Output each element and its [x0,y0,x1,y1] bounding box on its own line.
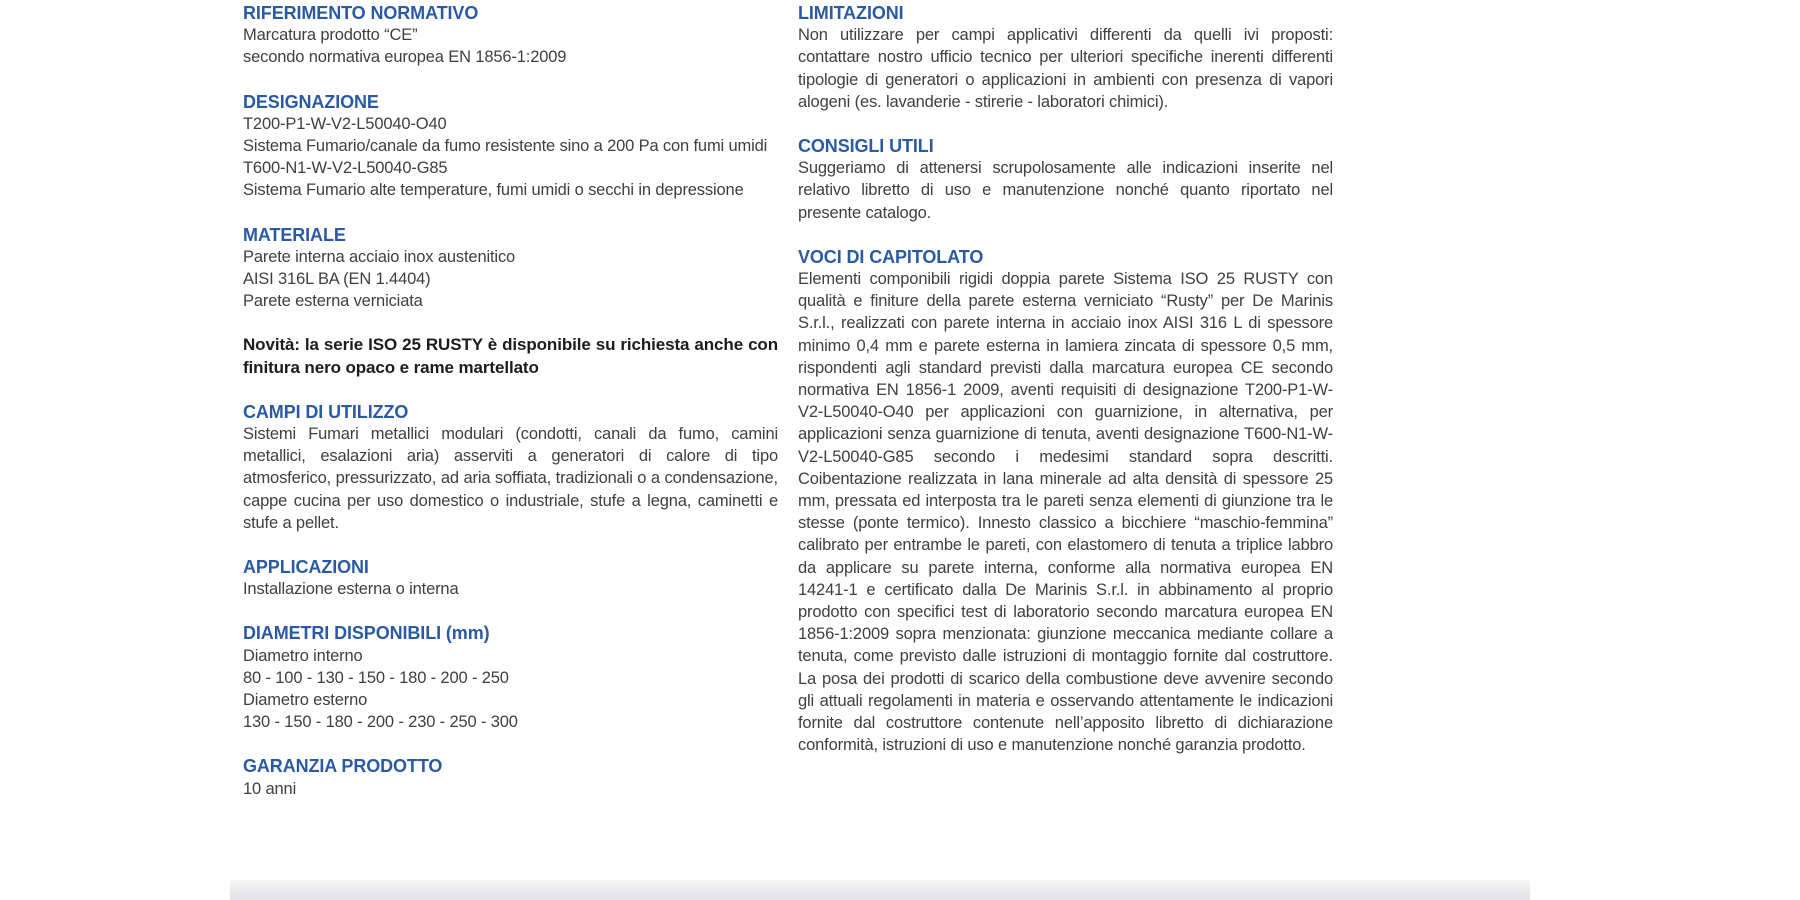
section-novita-note [243,334,778,378]
text-line: 130 - 150 - 180 - 200 - 230 - 250 - 300 [243,713,518,732]
paragraph-voci-di-capitolato: Elementi componibili rigidi doppia parete Sistema ISO 25 RUSTY con qualità e finiture della parete esterna verniciato “Rusty” per De Marinis S.r.l., realizzati con parete interna in acciaio inox AISI 316 L di spessore minimo 0,4 mm e parete esterna in lamiera zincata di spessore 0,5 mm, rispondenti agli standard previsti dalla marcatura europea CE secondo normativa EN 1856-1 2009, aventi requisiti di designazione T200-P1-W-V2-L50040-O40 per applicazioni con guarnizione, in alternativa, per applicazioni senza guarnizione di tenuta, aventi designazione T600-N1-W-V2-L50040-G85 secondo i medesimi standard sopra descritti. Coibentazione realizzata in lana minerale ad alta densità di spessore 25 mm, pressata ed interposta tra le pareti senza elementi di giunzione tra le stesse (ponte termico). Innesto classico a bicchiere “maschio-femmina” calibrato per entrambe le pareti, con elastomero di tenuta a triplice labbro da applicare su parete interna, conforme alla normativa europea EN 14241-1 e certificato dalla De Marinis S.r.l. in abbinamento al proprio prodotto con specifici test di laboratorio secondo marcatura europea EN 1856-1:2009 sopra menzionata: giunzione meccanica mediante collare a tenuta, come previsto dalle istruzioni di montaggio fornite dal costruttore. La posa dei prodotti di scarico della combustione deve avvenire secondo gli attuali regolamenti in materia e osservando attentamente le indicazioni fornite dal costruttore contenute nell’apposito libretto di dichiarazione conformità, istruzioni di uso e manutenzione nonché garanzia prodotto. [798,270,1333,755]
text-line: Sistema Fumario/canale da fumo resistente sino a 200 Pa con fumi umidi [243,137,768,156]
page-bottom-edge-shadow [230,880,1530,900]
paragraph-consigli-utili: Suggeriamo di attenersi scrupolosamente alle indicazioni inserite nel relativo libretto di uso e manutenzione nonché quanto riportato nel presente catalogo. [798,159,1333,222]
section-heading-applicazioni: APPLICAZIONI [243,557,369,578]
section-applicazioni [243,556,778,600]
text-line: Diametro interno [243,646,363,665]
text-line: secondo normativa europea EN 1856-1:2009 [243,48,567,67]
text-line: T600-N1-W-V2-L50040-G85 [243,159,448,178]
section-heading-designazione: DESIGNAZIONE [243,91,379,112]
text-line: Parete interna acciaio inox austenitico [243,247,516,266]
right-text-column [798,2,1333,779]
left-text-column [243,2,778,822]
text-line: Marcatura prodotto “CE” [243,26,418,45]
text-line: 80 - 100 - 130 - 150 - 180 - 200 - 250 [243,668,509,687]
section-heading-garanzia-prodotto: GARANZIA PRODOTTO [243,756,443,777]
section-riferimento-normativo [243,2,778,69]
text-line: AISI 316L BA (EN 1.4404) [243,270,431,289]
section-heading-riferimento-normativo: RIFERIMENTO NORMATIVO [243,3,479,23]
section-heading-limitazioni: LIMITAZIONI [798,3,904,23]
novita-bold-note: Novità: la serie ISO 25 RUSTY è disponibile su richiesta anche con finitura nero opaco e rame martellato [243,335,778,377]
section-designazione [243,91,778,202]
section-diametri-disponibili [243,622,778,733]
section-heading-materiale: MATERIALE [243,224,346,245]
section-heading-consigli-utili: CONSIGLI UTILI [798,136,934,157]
section-heading-diametri-disponibili: DIAMETRI DISPONIBILI (mm) [243,623,490,644]
section-heading-voci-di-capitolato: VOCI DI CAPITOLATO [798,246,984,267]
text-line: Diametro esterno [243,691,368,710]
text-line: Sistema Fumario alte temperature, fumi umidi o secchi in depressione [243,181,744,200]
text-line: T200-P1-W-V2-L50040-O40 [243,114,447,133]
paragraph-campi-di-utilizzo: Sistemi Fumari metallici modulari (condotti, canali da fumo, camini metallici, esalazioni aria) asserviti a generatori di calore di tipo atmosferico, pressurizzato, ad aria soffiata, tradizionali o a condensazione, cappe cucina per uso domestico o industriale, stufe a legna, caminetti e stufe a pellet. [243,425,778,532]
section-limitazioni [798,2,1333,113]
section-materiale [243,224,778,313]
section-heading-campi-di-utilizzo: CAMPI DI UTILIZZO [243,401,409,422]
section-garanzia-prodotto [243,755,778,799]
text-line: 10 anni [243,779,297,798]
paragraph-limitazioni: Non utilizzare per campi applicativi differenti da quelli ivi proposti: contattare nostro ufficio tecnico per ulteriori specifiche inerenti differenti tipologie di generatori o applicazioni in ambienti con presenza di vapori alogeni (es. lavanderie - stirerie - laboratori chimici). [798,26,1333,111]
text-line: Installazione esterna o interna [243,580,459,599]
section-voci-di-capitolato [798,246,1333,757]
text-line: Parete esterna verniciata [243,292,423,311]
section-campi-di-utilizzo [243,401,778,534]
section-consigli-utili [798,135,1333,224]
